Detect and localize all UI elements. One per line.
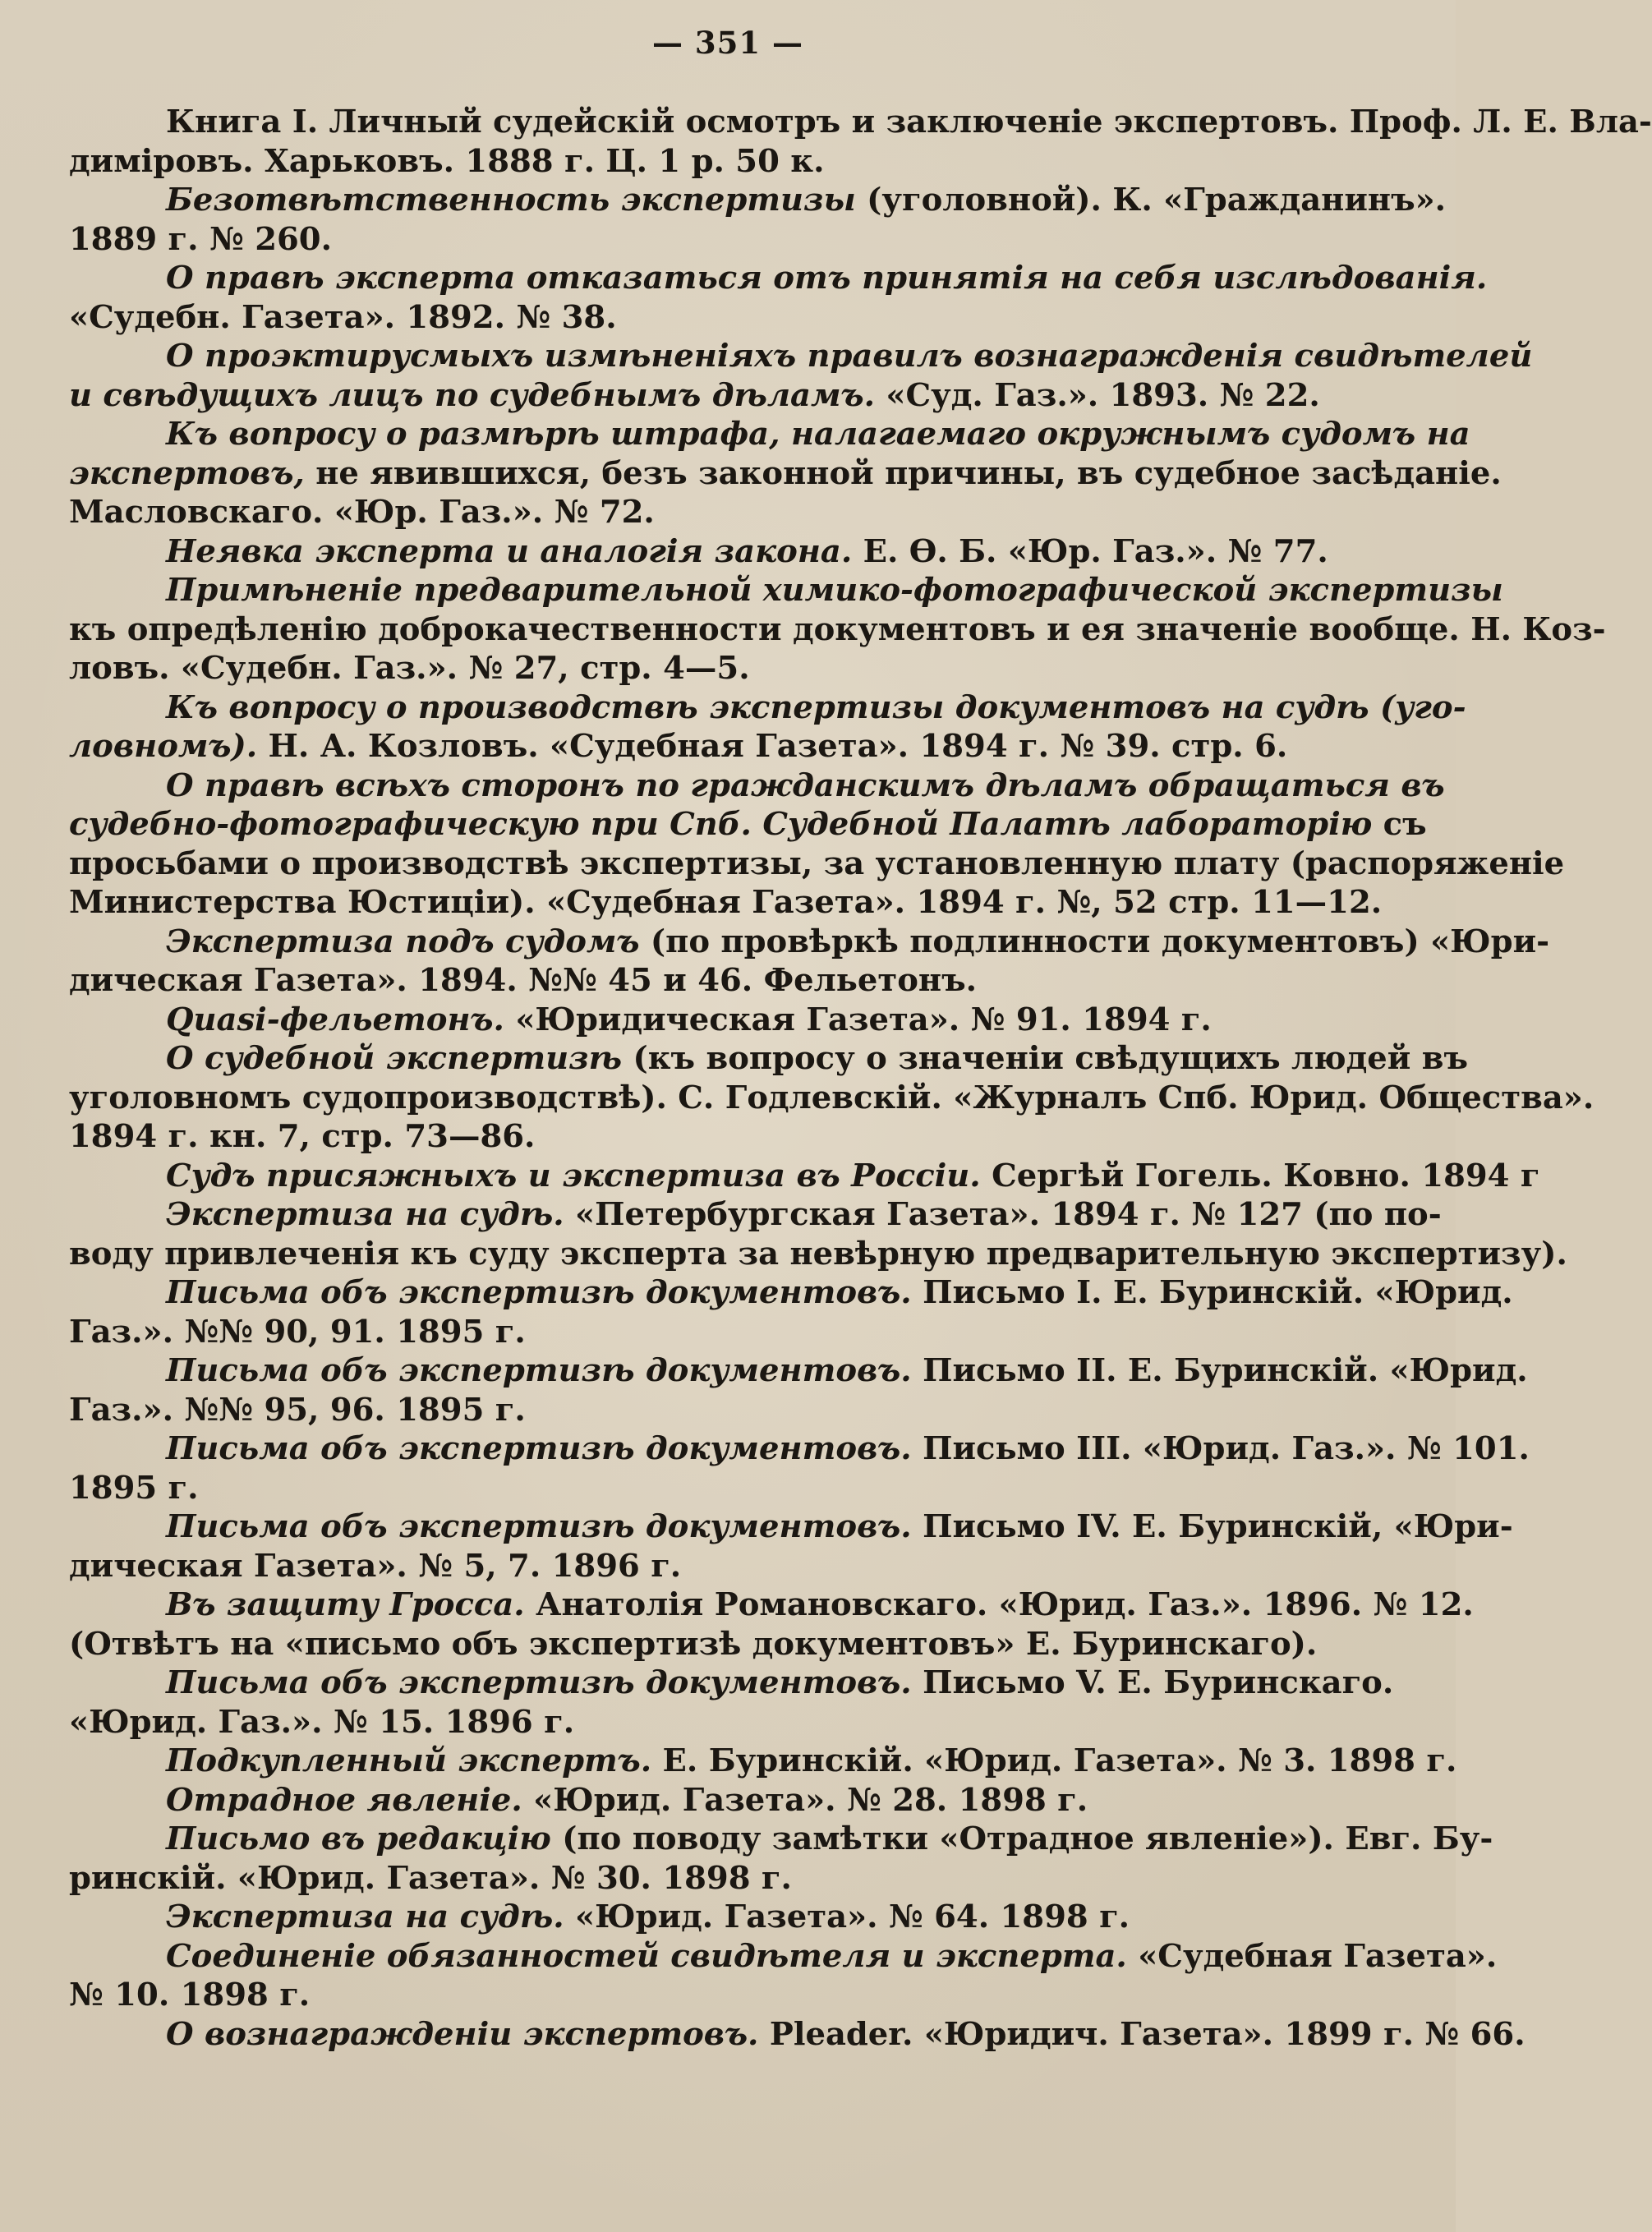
entry-title: Подкупленный экспертъ.	[166, 1742, 652, 1779]
entry-line	[69, 454, 1502, 494]
bibliography-entry	[69, 766, 1565, 923]
bibliography-entry	[69, 1742, 1457, 1781]
entry-citation: Н. А. Козловъ. «Судебная Газета». 1894 г. № 39. стр. 6.	[257, 728, 1288, 765]
entry-citation: уголовномъ судопроизводствѣ). С. Годлевскій. «Журналъ Спб. Юрид. Общества».	[69, 1079, 1594, 1116]
entry-line	[69, 376, 1320, 416]
bibliography-entry	[69, 1429, 1530, 1507]
entry-title: Неявка эксперта и аналогія закона.	[166, 532, 853, 570]
entry-citation: «Судебн. Газета». 1892. № 38.	[69, 298, 617, 336]
entry-line	[69, 2015, 1525, 2055]
entry-title: Въ защиту Гросса.	[166, 1586, 525, 1623]
entry-citation: Письмо II. Е. Буринскій. «Юрид.	[911, 1352, 1528, 1389]
entry-citation: (по провѣркѣ подлинности документовъ) «Юри-	[639, 923, 1550, 960]
entry-line	[69, 1079, 1594, 1118]
entry-citation: (къ вопросу о значеніи свѣдущихъ людей въ	[622, 1040, 1469, 1077]
entry-line	[69, 649, 1308, 688]
bibliography-entry	[69, 2015, 1525, 2055]
entry-line	[69, 1039, 1469, 1079]
entry-line	[69, 571, 1503, 610]
entry-citation: «Юрид. Газета». № 64. 1898 г.	[564, 1898, 1130, 1935]
entry-citation: Книга I. Личный судейскій осмотръ и заключеніе экспертовъ. Проф. Л. Е. Вла-	[166, 104, 1652, 140]
entry-line	[69, 961, 1308, 1001]
entry-line	[69, 805, 1427, 844]
entry-citation: «Судебная Газета».	[1126, 1937, 1498, 1975]
entry-line	[69, 1859, 1308, 1898]
page-number: — 351 —	[652, 25, 803, 61]
bibliography-entry	[69, 1273, 1513, 1351]
entry-line	[69, 1157, 1540, 1196]
entry-citation: къ опредѣленію доброкачественности документовъ и ея значеніе вообще. Н. Коз-	[69, 610, 1606, 648]
bibliography-list	[69, 103, 1652, 2054]
entry-line	[69, 181, 1447, 220]
entry-citation: (Отвѣтъ на «письмо объ экспертизѣ документовъ» Е. Буринскаго).	[69, 1625, 1318, 1663]
entry-title: Къ вопросу о размѣрѣ штрафа, налагаемаго окружнымъ судомъ на	[166, 416, 1470, 453]
bibliography-entry	[69, 103, 1652, 181]
bibliography-entry	[69, 259, 1488, 337]
entry-citation: Письмо IV. Е. Буринскій, «Юри-	[911, 1508, 1513, 1545]
entry-citation: (уголовной). К. «Гражданинъ».	[855, 182, 1447, 219]
entry-line	[69, 1507, 1513, 1547]
entry-citation: «Юрид. Газета». № 28. 1898 г.	[522, 1781, 1088, 1819]
entry-line	[69, 923, 1550, 962]
entry-citation: диміровъ. Харьковъ. 1888 г. Ц. 1 р. 50 к.	[69, 142, 825, 180]
entry-title: О проэктирусмыхъ измѣненіяхъ правилъ вознагражденія свидѣтелей	[166, 338, 1533, 375]
entry-line	[69, 532, 1328, 572]
entry-title: О правѣ всѣхъ сторонъ по гражданскимъ дѣламъ обращаться въ	[166, 766, 1445, 804]
entry-line	[69, 259, 1488, 298]
entry-line	[69, 142, 1308, 182]
entry-citation: ринскій. «Юрид. Газета». № 30. 1898 г.	[69, 1859, 792, 1897]
entry-citation: «Юридическая Газета». № 91. 1894 г.	[504, 1001, 1212, 1038]
entry-line	[69, 1235, 1567, 1274]
entry-title: Отрадное явленіе.	[166, 1781, 522, 1819]
entry-line	[69, 220, 1308, 260]
bibliography-entry	[69, 1937, 1498, 2015]
entry-title: Письма объ экспертизѣ документовъ.	[166, 1274, 912, 1311]
bibliography-entry	[69, 1781, 1308, 1820]
entry-citation: дическая Газета». 1894. №№ 45 и 46. Фельетонъ.	[69, 962, 978, 999]
bibliography-entry	[69, 1157, 1540, 1196]
entry-line	[69, 1781, 1308, 1820]
entry-citation: «Юрид. Газ.». № 15. 1896 г.	[69, 1703, 575, 1741]
entry-title: Экспертиза подъ судомъ	[166, 923, 640, 960]
entry-line	[69, 1351, 1528, 1391]
entry-citation: Министерства Юстиціи). «Судебная Газета». 1894 г. №, 52 стр. 11—12.	[69, 884, 1383, 921]
entry-line	[69, 1429, 1530, 1469]
entry-title: Письма объ экспертизѣ документовъ.	[166, 1508, 912, 1545]
entry-citation: Газ.». №№ 95, 96. 1895 г.	[69, 1391, 526, 1429]
entry-line	[69, 1585, 1474, 1625]
entry-citation: «Суд. Газ.». 1893. № 22.	[875, 376, 1320, 414]
bibliography-entry	[69, 923, 1550, 1001]
entry-line	[69, 1664, 1394, 1703]
entry-line	[69, 1001, 1308, 1040]
entry-line	[69, 1469, 1308, 1508]
entry-citation: съ	[1372, 806, 1427, 843]
entry-title: Экспертиза на судѣ.	[166, 1196, 564, 1233]
entry-title: Письма объ экспертизѣ документовъ.	[166, 1664, 912, 1701]
entry-citation: 1889 г. № 260.	[69, 220, 332, 258]
bibliography-entry	[69, 1351, 1528, 1429]
entry-title: Соединеніе обязанностей свидѣтеля и эксперта.	[166, 1937, 1127, 1975]
entry-citation: № 10. 1898 г.	[69, 1977, 311, 2013]
entry-line	[69, 298, 1308, 338]
entry-line	[69, 337, 1533, 376]
bibliography-entry	[69, 1898, 1308, 1937]
entry-line	[69, 493, 1308, 532]
entry-line	[69, 766, 1445, 806]
entry-citation: не явившихся, безъ законной причины, въ судебное засѣданіе.	[304, 454, 1502, 492]
entry-citation: Газ.». №№ 90, 91. 1895 г.	[69, 1313, 526, 1351]
entry-citation: 1895 г.	[69, 1469, 199, 1507]
entry-line	[69, 1195, 1442, 1235]
bibliography-entry	[69, 1585, 1474, 1664]
entry-citation: воду привлеченія къ суду эксперта за невѣрную предварительную экспертизу).	[69, 1235, 1567, 1272]
entry-citation: ловъ. «Судебн. Газ.». № 27, стр. 4—5.	[69, 650, 750, 687]
entry-citation: просьбами о производствѣ экспертизы, за установленную плату (распоряженіе	[69, 844, 1565, 882]
bibliography-entry	[69, 532, 1328, 572]
bibliography-entry	[69, 688, 1466, 766]
entry-title: Къ вопросу о производствѣ экспертизы документовъ на судѣ (уго-	[166, 688, 1466, 726]
entry-line	[69, 1625, 1318, 1664]
entry-citation: Анатолія Романовскаго. «Юрид. Газ.». 1896. № 12.	[524, 1586, 1474, 1623]
entry-line	[69, 1742, 1457, 1781]
entry-line	[69, 688, 1466, 728]
entry-title: Экспертиза на судѣ.	[166, 1898, 564, 1935]
entry-title: О правѣ эксперта отказаться отъ принятія на себя изслѣдованія.	[166, 260, 1488, 297]
entry-citation: Е. Буринскій. «Юрид. Газета». № 3. 1898 г.	[651, 1742, 1457, 1779]
bibliography-entry	[69, 415, 1502, 532]
entry-title: О судебной экспертизѣ	[166, 1040, 623, 1077]
entry-line	[69, 103, 1652, 142]
entry-line	[69, 1117, 1308, 1157]
entry-line	[69, 1898, 1308, 1937]
entry-citation: Письмо III. «Юрид. Газ.». № 101.	[911, 1430, 1530, 1467]
entry-citation: Е. Ѳ. Б. «Юр. Газ.». № 77.	[852, 532, 1328, 570]
entry-title: Письма объ экспертизѣ документовъ.	[166, 1352, 912, 1389]
entry-line	[69, 610, 1606, 650]
bibliography-entry	[69, 1820, 1493, 1898]
entry-citation: «Петербургская Газета». 1894 г. № 127 (по по-	[564, 1196, 1442, 1233]
entry-line	[69, 1703, 1308, 1742]
entry-title: экспертовъ,	[69, 454, 305, 492]
entry-citation: Письмо V. Е. Буринскаго.	[911, 1664, 1394, 1701]
entry-line	[69, 1273, 1513, 1313]
entry-line	[69, 415, 1470, 454]
entry-line	[69, 1937, 1498, 1977]
entry-citation: (по поводу замѣтки «Отрадное явленіе»). Евг. Бу-	[550, 1820, 1493, 1857]
bibliography-entry	[69, 1195, 1567, 1273]
entry-title: Quasi-фельетонъ.	[166, 1001, 504, 1038]
bibliography-entry	[69, 1001, 1308, 1040]
entry-citation: 1894 г. кн. 7, стр. 73—86.	[69, 1118, 536, 1155]
bibliography-entry	[69, 181, 1447, 259]
entry-citation: дическая Газета». № 5, 7. 1896 г.	[69, 1547, 682, 1585]
entry-line	[69, 727, 1308, 766]
entry-title: ловномъ).	[69, 728, 258, 765]
entry-citation: Масловскаго. «Юр. Газ.». № 72.	[69, 494, 655, 531]
entry-citation: Письмо I. Е. Буринскій. «Юрид.	[911, 1274, 1513, 1311]
bibliography-entry	[69, 1664, 1394, 1742]
entry-line	[69, 1547, 1308, 1586]
entry-title: судебно-фотографическую при Спб. Судебной Палатѣ лабораторію	[69, 806, 1373, 843]
entry-title: и свѣдущихъ лицъ по судебнымъ дѣламъ.	[69, 376, 875, 414]
entry-line	[69, 1391, 1308, 1430]
entry-citation: Сергѣй Гогель. Ковно. 1894 г	[980, 1157, 1540, 1194]
entry-line	[69, 1313, 1308, 1352]
entry-citation: Pleader. «Юридич. Газета». 1899 г. № 66.	[758, 2015, 1525, 2053]
entry-title: Письма объ экспертизѣ документовъ.	[166, 1430, 912, 1467]
entry-line	[69, 1820, 1493, 1859]
bibliography-entry	[69, 1507, 1513, 1585]
entry-title: Безотвѣтственность экспертизы	[166, 182, 856, 219]
bibliography-entry	[69, 337, 1533, 415]
entry-line	[69, 883, 1383, 923]
bibliography-entry	[69, 1039, 1594, 1157]
entry-title: Письмо въ редакцію	[166, 1820, 551, 1857]
entry-title: О вознагражденіи экспертовъ.	[166, 2015, 759, 2053]
entry-line	[69, 844, 1565, 884]
entry-title: Судъ присяжныхъ и экспертиза въ Россіи.	[166, 1157, 981, 1194]
bibliography-entry	[69, 571, 1606, 688]
entry-line	[69, 1976, 1308, 2015]
entry-title: Примѣненіе предварительной химико-фотографической экспертизы	[166, 572, 1503, 609]
